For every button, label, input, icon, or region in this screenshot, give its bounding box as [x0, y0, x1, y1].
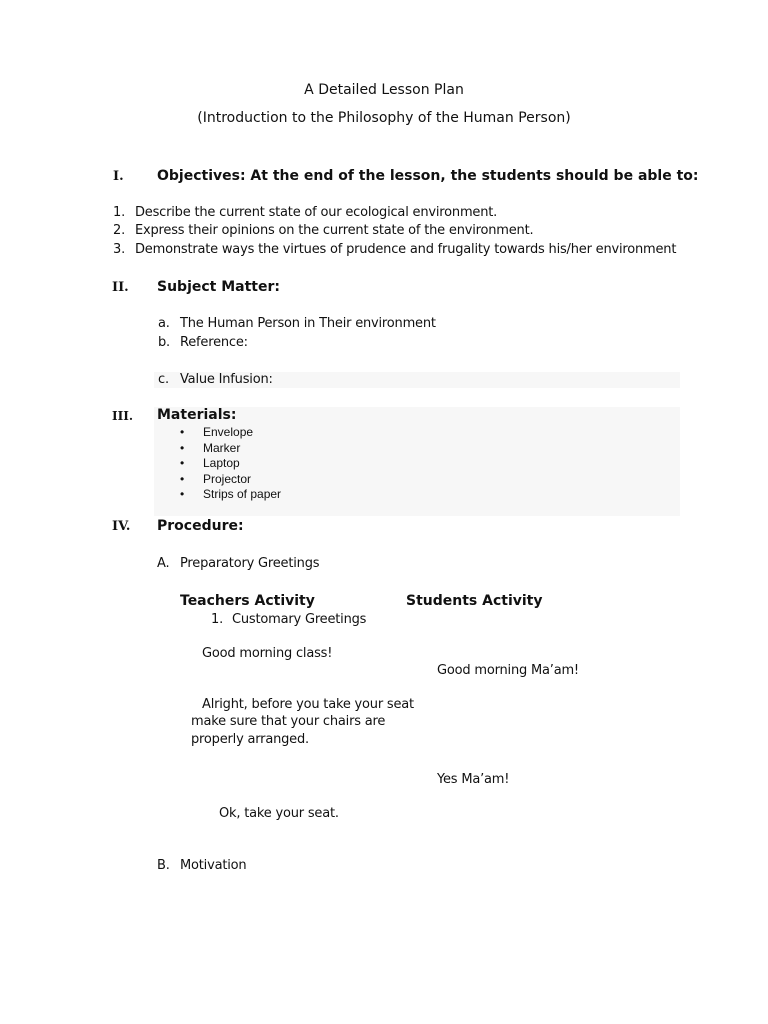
procedure-letter-b: B.	[157, 858, 170, 873]
materials-numeral: III.	[112, 409, 134, 423]
procedure-letter-a: A.	[157, 556, 170, 571]
teacher-line-alright-1: Alright, before you take your seat	[202, 697, 414, 712]
subject-letter-b: b.	[158, 335, 170, 350]
teacher-line-alright-2: make sure that your chairs are	[191, 714, 386, 729]
procedure-numeral: IV.	[112, 519, 131, 534]
materials-heading: Materials:	[157, 407, 237, 423]
procedure-heading: Procedure:	[157, 518, 244, 534]
step-num-1: 1.	[211, 612, 224, 627]
subject-letter-c: c.	[158, 372, 169, 387]
objectives-heading: Objectives: At the end of the lesson, the students should be able to:	[157, 168, 699, 184]
material-item: Projector	[203, 472, 252, 486]
objective-num-1: 1.	[113, 205, 126, 220]
bullet-icon: •	[180, 425, 185, 439]
bullet-icon: •	[180, 456, 185, 470]
material-item: Strips of paper	[203, 487, 282, 501]
subject-letter-a: a.	[158, 316, 170, 331]
student-line-good-morning: Good morning Ma’am!	[437, 663, 579, 678]
bullet-icon: •	[180, 441, 185, 455]
students-activity-header: Students Activity	[406, 593, 543, 609]
document-subtitle: (Introduction to the Philosophy of the Human Person)	[197, 110, 571, 126]
subject-text-c: Value Infusion:	[180, 372, 273, 387]
procedure-text-a: Preparatory Greetings	[180, 556, 320, 571]
objective-text-1: Describe the current state of our ecological environment.	[135, 205, 498, 220]
objectives-numeral: I.	[113, 169, 124, 184]
procedure-text-b: Motivation	[180, 858, 247, 873]
document-title: A Detailed Lesson Plan	[304, 82, 464, 98]
objective-num-3: 3.	[113, 242, 126, 257]
subject-matter-heading: Subject Matter:	[157, 279, 280, 295]
bullet-icon: •	[180, 472, 185, 486]
subject-text-a: The Human Person in Their environment	[180, 316, 436, 331]
material-item: Envelope	[203, 425, 254, 439]
step-text-1: Customary Greetings	[232, 612, 367, 627]
teachers-activity-header: Teachers Activity	[180, 593, 315, 609]
teacher-line-ok: Ok, take your seat.	[219, 806, 339, 821]
objective-num-2: 2.	[113, 223, 126, 238]
student-line-yes: Yes Ma’am!	[437, 772, 510, 787]
material-item: Marker	[203, 441, 241, 455]
subject-matter-numeral: II.	[112, 280, 129, 295]
teacher-line-good-morning: Good morning class!	[202, 646, 333, 661]
bullet-icon: •	[180, 487, 185, 501]
teacher-line-alright-3: properly arranged.	[191, 732, 309, 747]
subject-text-b: Reference:	[180, 335, 248, 350]
material-item: Laptop	[203, 456, 240, 470]
objective-text-2: Express their opinions on the current state of the environment.	[135, 223, 534, 238]
objective-text-3: Demonstrate ways the virtues of prudence and frugality towards his/her environment	[135, 242, 677, 257]
